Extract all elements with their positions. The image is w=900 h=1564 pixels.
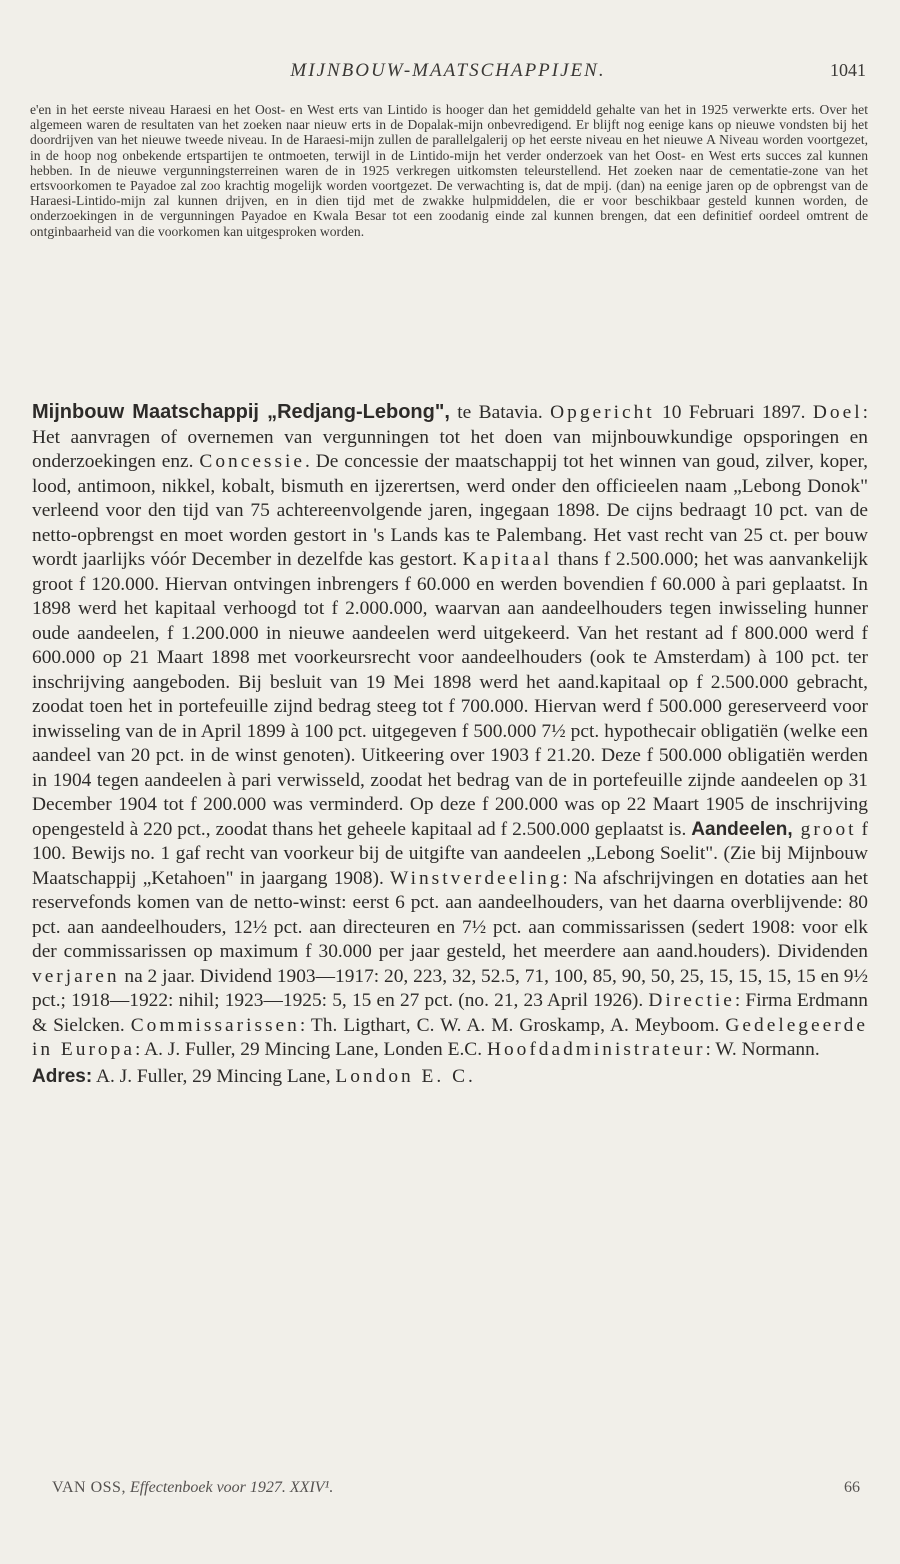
admin-label: Hoofdadministrateur — [486, 1039, 706, 1060]
company-entry — [32, 400, 868, 1089]
capital-label: Kapitaal — [462, 549, 553, 570]
company-name: Mijnbouw Maatschappij „Redjang-Lebong", — [32, 401, 450, 423]
board-label: Directie — [648, 990, 735, 1011]
address-line — [32, 1065, 868, 1090]
dividends-text: na 2 jaar. Dividend 1903—1917: 20, 223, 32, 52.5, 71, 100, 85, 90, 50, 25, 15, 15, 15, 15 en 9½ pct.; 1918—1922: nihil; 1923—1925: 5, 15 en 27 pct. (no. 21, 23 April 1926). — [32, 965, 868, 1011]
concession-text: . De concessie der maatschappij tot het winnen van goud, zilver, koper, lood, antimoon, nikkel, kobalt, bismuth en ijzerertsen, werd onder den officieelen naam „Lebong Donok" verleend voor den tijd van 75 achtereenvolgende jaren, ingegaan 1898. De cijns bedraagt 10 pct. van de netto-opbrengst en moet worden gestort in 's Lands kas te Palembang. Het vast recht van 25 ct. per bouw wordt jaarlijks vóór December in dezelfde kas gestort. — [32, 451, 868, 570]
admin-text: : W. Normann. — [705, 1039, 820, 1060]
purpose-label: Doel — [812, 402, 863, 423]
founded-text: 10 Februari 1897. — [654, 402, 813, 423]
source-author: VAN OSS, — [52, 1479, 126, 1496]
profit-label: Winstverdeeling — [390, 867, 563, 889]
profit-text: : Na afschrijvingen en dotaties aan het reservefonds komen van de netto-winst: eerst 6 pct. aan aandeelhouders, van het daarna overblijvende: 80 pct. aan aandeelhouders, 12½ pct. aan directeuren en 7½ pct. aan commissarissen (sedert 1908: voor elk der commissarissen op maximum f 30.000 per jaar gesteld, het meerdere aan aand.houders). Dividenden — [32, 867, 868, 962]
shares-size-label: groot — [792, 818, 857, 840]
address-text: A. J. Fuller, 29 Mincing Lane, — [92, 1065, 336, 1087]
sheet-number: 66 — [844, 1479, 860, 1496]
address-label: Adres: — [32, 1065, 93, 1087]
concession-label: Concessie — [199, 451, 306, 472]
company-location: te Batavia. — [449, 402, 543, 423]
address-city: London E. C. — [335, 1065, 476, 1087]
volume-number: XXIV¹. — [289, 1479, 334, 1496]
page-footer — [52, 1479, 860, 1497]
running-head — [30, 60, 866, 86]
board-text: : Firma Erdmann & Sielcken. — [32, 990, 868, 1036]
purpose-text: : Het aanvragen of overnemen van vergunningen tot het doen van mijnbouwkundige opsporingen en onderzoekingen enz. — [32, 402, 869, 472]
commissioners-label: Commissarissen — [130, 1014, 300, 1036]
expiry-label: verjaren — [32, 965, 120, 987]
capital-text: thans f 2.500.000; het was aanvankelijk groot f 120.000. Hiervan ontvingen inbrengers f 60.000 en werden bovendien f 60.000 à pari geplaatst. In 1898 werd het kapitaal verhoogd tot f 2.000.000, waarvan aan aandeelhouders tegen inwisseling hunner oude aandeelen, f 1.200.000 in nieuwe aandeelen werd uitgekeerd. Van het restant ad f 800.000 werd f 600.000 op 21 Maart 1898 met voorkeursrecht voor aandeelhouders (ook te Amsterdam) à 100 pct. ter inschrijving aangeboden. Bij besluit van 19 Mei 1898 werd het aand.kapitaal op f 2.500.000 gebracht, zoodat toen het in portefeuille zijnd bedrag steeg tot f 700.000. Hiervan werd f 500.000 gereserveerd voor inwisseling van de in April 1899 à 100 pct. uitgegeven f 500.000 7½ pct. hypothecair obligatiën (welke een aandeel van 20 pct. in de winst genoten). Uitkeering over 1903 f 21.20. Deze f 500.000 obligatiën werden in 1904 tegen aandeelen à pari verwisseld, zoodat het bedrag van de in portefeuille zijnde aandeelen op 31 December 1904 tot f 200.000 was verminderd. Op deze f 200.000 was op 22 Maart 1905 de inschrijving opengesteld à 220 pct., zoodat thans het geheele kapitaal ad f 2.500.000 geplaatst is. — [32, 549, 868, 840]
delegate-label: Gedelegeerde in Europa — [32, 1014, 868, 1060]
shares-label: Aandeelen, — [691, 818, 793, 840]
delegate-text: : A. J. Fuller, 29 Mincing Lane, Londen E.C. — [134, 1039, 487, 1060]
page-number: 1041 — [830, 60, 866, 80]
previous-entry-continuation: e'en in het eerste niveau Haraesi en het Oost- en West erts van Lintido is hooger dan het gemiddeld gehalte van het in 1925 verwerkte erts. Over het algemeen waren de resultaten van het zoeken naar nieuw erts in de Dopalak-mijn onbevredigend. Er blijft nog eenige kans op nieuwe vondsten bij het doordrijven van het nieuwe tweede niveau. In de Haraesi-mijn zullen de parallelgalerij op het eerste niveau en het nieuwe A Niveau worden voortgezet, in de hoop nog onbekende ertspartijen te ontmoeten, terwijl in de Lintido-mijn het verder onderzoek van het Oost- en West erts succes zal kunnen hebben. In de nieuwe vergunningsterreinen waren de in 1925 verkregen uitkomsten teleurstellend. Het zoeken naar de cementatie-zone van het ertsvoorkomen te Payadoe zal zoo krachtig mogelijk worden voortgezet. De verwachting is, dat de mpij. (dan) na eenige jaren op de opbrengst van de Haraesi-Lintido-mijn zal kunnen drijven, en in dien tijd met de zwakke hulpmiddelen, die er voor beschikbaar gesteld kunnen worden, de onderzoekingen in de vergunningen Payadoe en Kwala Besar tot een zoodanig einde zal kunnen brengen, dat een definitief oordeel omtrent de ontginbaarheid van die voorkomen kan uitgesproken worden. — [30, 102, 868, 239]
commissioners-text: : Th. Ligthart, C. W. A. M. Groskamp, A. Meyboom. — [299, 1014, 726, 1036]
founded-label: Opgericht — [550, 402, 655, 423]
running-title: MIJNBOUW-MAATSCHAPPIJEN. — [290, 60, 606, 81]
shares-text: f 100. Bewijs no. 1 gaf recht van voorkeur bij de uitgifte van aandeelen „Lebong Soelit". (Zie bij Mijnbouw Maatschappij „Ketahoen" in jaargang 1908). — [32, 818, 869, 889]
source-title: Effectenboek voor 1927. — [129, 1479, 286, 1496]
